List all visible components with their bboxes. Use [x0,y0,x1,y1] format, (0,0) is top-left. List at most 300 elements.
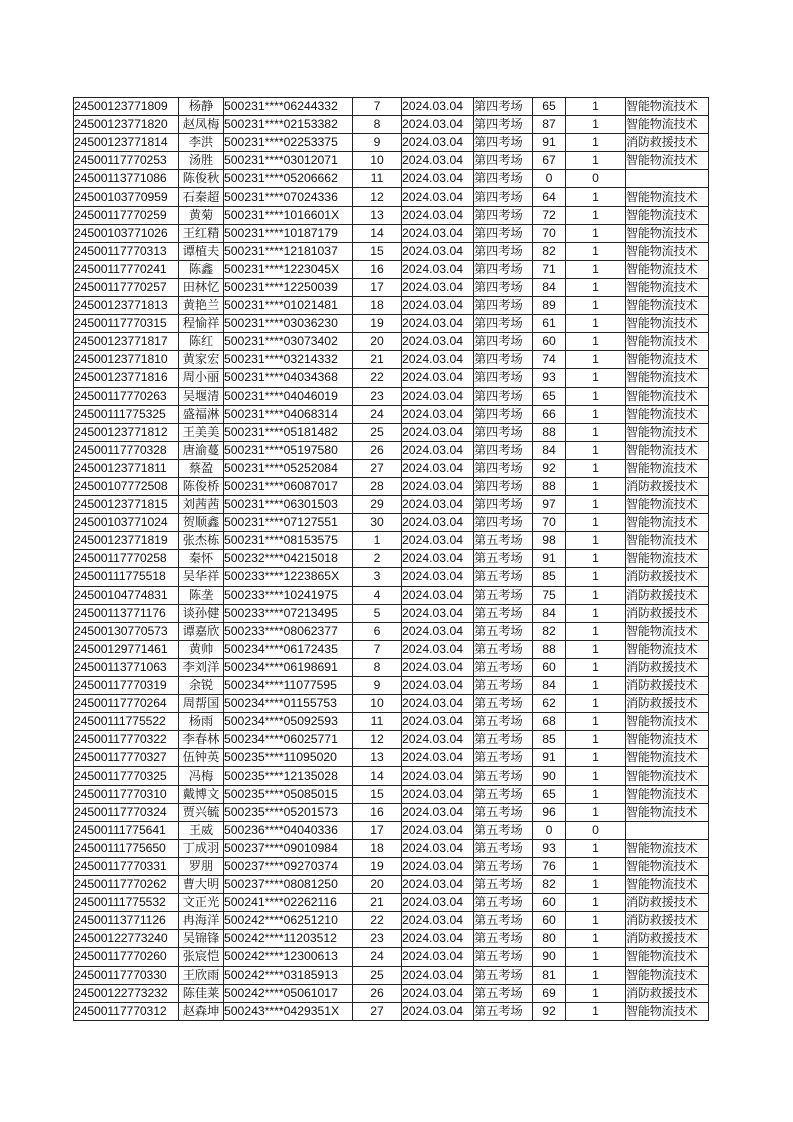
exam-id-cell: 24500123771819 [74,532,179,550]
pass-flag-cell: 1 [566,767,626,785]
seat-number-cell: 26 [353,984,402,1002]
seat-number-cell: 9 [353,677,402,695]
exam-date-cell: 2024.03.04 [402,821,474,839]
exam-date-cell: 2024.03.04 [402,170,474,188]
table-row [74,713,709,731]
pass-flag-cell: 1 [566,423,626,441]
score-cell: 89 [533,297,566,315]
table-row [74,821,709,839]
score-cell: 84 [533,604,566,622]
score-cell: 85 [533,568,566,586]
exam-date-cell: 2024.03.04 [402,532,474,550]
id-card-cell: 500234****06025771 [224,731,353,749]
major-cell: 智能物流技术 [626,441,709,459]
exam-date-cell: 2024.03.04 [402,803,474,821]
exam-room-cell: 第五考场 [474,894,533,912]
exam-room-cell: 第五考场 [474,966,533,984]
pass-flag-cell: 1 [566,278,626,296]
exam-id-cell: 24500122773232 [74,984,179,1002]
major-cell: 智能物流技术 [626,948,709,966]
exam-date-cell: 2024.03.04 [402,242,474,260]
pass-flag-cell: 1 [566,894,626,912]
table-row [74,297,709,315]
major-cell: 智能物流技术 [626,803,709,821]
exam-date-cell: 2024.03.04 [402,496,474,514]
table-row [74,695,709,713]
seat-number-cell: 12 [353,188,402,206]
major-cell: 智能物流技术 [626,876,709,894]
pass-flag-cell: 1 [566,695,626,713]
major-cell: 消防救援技术 [626,894,709,912]
table-row [74,333,709,351]
exam-room-cell: 第五考场 [474,622,533,640]
pass-flag-cell: 1 [566,640,626,658]
name-cell: 汤胜 [179,152,224,170]
exam-date-cell: 2024.03.04 [402,206,474,224]
pass-flag-cell: 1 [566,658,626,676]
table-row [74,224,709,242]
name-cell: 余锐 [179,677,224,695]
major-cell: 消防救援技术 [626,658,709,676]
id-card-cell: 500235****05085015 [224,785,353,803]
exam-room-cell: 第四考场 [474,387,533,405]
exam-id-cell: 24500104774831 [74,586,179,604]
id-card-cell: 500231****12250039 [224,278,353,296]
exam-room-cell: 第四考场 [474,333,533,351]
seat-number-cell: 18 [353,839,402,857]
exam-date-cell: 2024.03.04 [402,731,474,749]
exam-room-cell: 第四考场 [474,134,533,152]
exam-id-cell: 24500123771813 [74,297,179,315]
seat-number-cell: 5 [353,604,402,622]
table-row [74,188,709,206]
name-cell: 冉海洋 [179,912,224,930]
id-card-cell: 500234****06198691 [224,658,353,676]
table-row [74,731,709,749]
score-cell: 67 [533,152,566,170]
score-cell: 65 [533,785,566,803]
major-cell: 消防救援技术 [626,568,709,586]
exam-id-cell: 24500123771814 [74,134,179,152]
pass-flag-cell: 1 [566,459,626,477]
name-cell: 程愉祥 [179,315,224,333]
seat-number-cell: 7 [353,640,402,658]
name-cell: 贾兴毓 [179,803,224,821]
exam-id-cell: 24500117770312 [74,1002,179,1020]
major-cell: 智能物流技术 [626,1002,709,1020]
table-row [74,948,709,966]
name-cell: 冯梅 [179,767,224,785]
id-card-cell: 500231****05181482 [224,423,353,441]
exam-id-cell: 24500117770330 [74,966,179,984]
pass-flag-cell: 1 [566,731,626,749]
id-card-cell: 500231****1016601X [224,206,353,224]
id-card-cell: 500233****07213495 [224,604,353,622]
major-cell [626,170,709,188]
exam-date-cell: 2024.03.04 [402,984,474,1002]
exam-room-cell: 第四考场 [474,514,533,532]
id-card-cell: 500231****1223045X [224,260,353,278]
exam-date-cell: 2024.03.04 [402,550,474,568]
exam-date-cell: 2024.03.04 [402,749,474,767]
table-row [74,242,709,260]
pass-flag-cell: 1 [566,116,626,134]
exam-id-cell: 24500123771815 [74,496,179,514]
exam-room-cell: 第四考场 [474,116,533,134]
score-cell: 91 [533,134,566,152]
seat-number-cell: 30 [353,514,402,532]
id-card-cell: 500237****08081250 [224,876,353,894]
exam-room-cell: 第四考场 [474,98,533,116]
seat-number-cell: 23 [353,930,402,948]
exam-id-cell: 24500117770310 [74,785,179,803]
table-body [74,98,709,1021]
major-cell: 智能物流技术 [626,966,709,984]
pass-flag-cell: 1 [566,260,626,278]
pass-flag-cell: 1 [566,532,626,550]
seat-number-cell: 15 [353,785,402,803]
exam-room-cell: 第五考场 [474,658,533,676]
score-cell: 91 [533,550,566,568]
pass-flag-cell: 1 [566,984,626,1002]
exam-room-cell: 第五考场 [474,677,533,695]
name-cell: 张宸恺 [179,948,224,966]
score-cell: 84 [533,278,566,296]
exam-id-cell: 24500129771461 [74,640,179,658]
exam-date-cell: 2024.03.04 [402,514,474,532]
exam-id-cell: 24500111775522 [74,713,179,731]
seat-number-cell: 18 [353,297,402,315]
exam-room-cell: 第五考场 [474,1002,533,1020]
name-cell: 丁成羽 [179,839,224,857]
exam-date-cell: 2024.03.04 [402,966,474,984]
major-cell: 智能物流技术 [626,532,709,550]
score-cell: 61 [533,315,566,333]
seat-number-cell: 25 [353,966,402,984]
id-card-cell: 500231****02253375 [224,134,353,152]
exam-results-table [73,97,709,1021]
id-card-cell: 500231****06244332 [224,98,353,116]
name-cell: 周小丽 [179,369,224,387]
exam-date-cell: 2024.03.04 [402,948,474,966]
major-cell: 消防救援技术 [626,477,709,495]
exam-id-cell: 24500103771024 [74,514,179,532]
id-card-cell: 500235****11095020 [224,749,353,767]
exam-date-cell: 2024.03.04 [402,930,474,948]
exam-date-cell: 2024.03.04 [402,351,474,369]
id-card-cell: 500231****04034368 [224,369,353,387]
seat-number-cell: 10 [353,152,402,170]
major-cell: 智能物流技术 [626,731,709,749]
table-row [74,315,709,333]
exam-date-cell: 2024.03.04 [402,477,474,495]
id-card-cell: 500231****05206662 [224,170,353,188]
major-cell: 智能物流技术 [626,405,709,423]
major-cell: 智能物流技术 [626,423,709,441]
exam-room-cell: 第五考场 [474,604,533,622]
seat-number-cell: 11 [353,170,402,188]
table-row [74,477,709,495]
pass-flag-cell: 1 [566,912,626,930]
exam-id-cell: 24500111775532 [74,894,179,912]
exam-room-cell: 第四考场 [474,459,533,477]
seat-number-cell: 10 [353,695,402,713]
seat-number-cell: 26 [353,441,402,459]
id-card-cell: 500231****03073402 [224,333,353,351]
table-row [74,152,709,170]
exam-room-cell: 第四考场 [474,260,533,278]
exam-room-cell: 第五考场 [474,767,533,785]
score-cell: 62 [533,695,566,713]
pass-flag-cell: 1 [566,857,626,875]
seat-number-cell: 2 [353,550,402,568]
name-cell: 秦怀 [179,550,224,568]
exam-room-cell: 第五考场 [474,532,533,550]
seat-number-cell: 27 [353,1002,402,1020]
name-cell: 戴博文 [179,785,224,803]
seat-number-cell: 25 [353,423,402,441]
exam-id-cell: 24500111775650 [74,839,179,857]
table-row [74,423,709,441]
major-cell: 智能物流技术 [626,152,709,170]
exam-date-cell: 2024.03.04 [402,839,474,857]
exam-id-cell: 24500117770241 [74,260,179,278]
exam-id-cell: 24500117770263 [74,387,179,405]
pass-flag-cell: 1 [566,206,626,224]
seat-number-cell: 11 [353,713,402,731]
id-card-cell: 500233****08062377 [224,622,353,640]
exam-room-cell: 第五考场 [474,930,533,948]
exam-date-cell: 2024.03.04 [402,152,474,170]
name-cell: 黄艳兰 [179,297,224,315]
exam-id-cell: 24500117770257 [74,278,179,296]
id-card-cell: 500231****01021481 [224,297,353,315]
score-cell: 66 [533,405,566,423]
major-cell: 智能物流技术 [626,98,709,116]
id-card-cell: 500231****04068314 [224,405,353,423]
exam-date-cell: 2024.03.04 [402,260,474,278]
exam-id-cell: 24500117770315 [74,315,179,333]
id-card-cell: 500242****06251210 [224,912,353,930]
id-card-cell: 500231****10187179 [224,224,353,242]
exam-room-cell: 第五考场 [474,948,533,966]
seat-number-cell: 17 [353,821,402,839]
exam-id-cell: 24500113771176 [74,604,179,622]
table-row [74,767,709,785]
pass-flag-cell: 1 [566,586,626,604]
name-cell: 吴华祥 [179,568,224,586]
id-card-cell: 500231****12181037 [224,242,353,260]
score-cell: 88 [533,477,566,495]
exam-id-cell: 24500117770253 [74,152,179,170]
exam-room-cell: 第四考场 [474,170,533,188]
exam-date-cell: 2024.03.04 [402,116,474,134]
exam-id-cell: 24500117770260 [74,948,179,966]
exam-date-cell: 2024.03.04 [402,387,474,405]
seat-number-cell: 22 [353,369,402,387]
score-cell: 97 [533,496,566,514]
pass-flag-cell: 1 [566,966,626,984]
id-card-cell: 500237****09270374 [224,857,353,875]
table-row [74,351,709,369]
id-card-cell: 500231****08153575 [224,532,353,550]
name-cell: 陈佳莱 [179,984,224,1002]
table-row [74,677,709,695]
exam-date-cell: 2024.03.04 [402,315,474,333]
seat-number-cell: 20 [353,876,402,894]
id-card-cell: 500231****07127551 [224,514,353,532]
seat-number-cell: 8 [353,116,402,134]
exam-date-cell: 2024.03.04 [402,1002,474,1020]
major-cell: 消防救援技术 [626,677,709,695]
id-card-cell: 500242****12300613 [224,948,353,966]
id-card-cell: 500231****07024336 [224,188,353,206]
exam-id-cell: 24500117770331 [74,857,179,875]
major-cell: 智能物流技术 [626,351,709,369]
table-row [74,586,709,604]
pass-flag-cell: 1 [566,315,626,333]
name-cell: 陈俊桥 [179,477,224,495]
exam-id-cell: 24500123771811 [74,459,179,477]
table-row [74,857,709,875]
seat-number-cell: 16 [353,803,402,821]
exam-id-cell: 24500117770325 [74,767,179,785]
table-row [74,640,709,658]
table-row [74,984,709,1002]
exam-date-cell: 2024.03.04 [402,586,474,604]
seat-number-cell: 13 [353,749,402,767]
exam-date-cell: 2024.03.04 [402,894,474,912]
score-cell: 98 [533,532,566,550]
name-cell: 谭植夫 [179,242,224,260]
score-cell: 68 [533,713,566,731]
exam-date-cell: 2024.03.04 [402,677,474,695]
name-cell: 刘茜茜 [179,496,224,514]
score-cell: 70 [533,514,566,532]
table-row [74,912,709,930]
table-row [74,441,709,459]
exam-date-cell: 2024.03.04 [402,876,474,894]
pass-flag-cell: 1 [566,369,626,387]
exam-date-cell: 2024.03.04 [402,405,474,423]
name-cell: 王美美 [179,423,224,441]
name-cell: 陈鑫 [179,260,224,278]
exam-id-cell: 24500123771809 [74,98,179,116]
pass-flag-cell: 1 [566,333,626,351]
major-cell: 消防救援技术 [626,695,709,713]
exam-date-cell: 2024.03.04 [402,188,474,206]
major-cell: 智能物流技术 [626,514,709,532]
pass-flag-cell: 1 [566,242,626,260]
exam-room-cell: 第五考场 [474,984,533,1002]
seat-number-cell: 20 [353,333,402,351]
major-cell: 智能物流技术 [626,622,709,640]
exam-id-cell: 24500111775325 [74,405,179,423]
exam-id-cell: 24500117770328 [74,441,179,459]
pass-flag-cell: 1 [566,1002,626,1020]
score-cell: 74 [533,351,566,369]
score-cell: 0 [533,821,566,839]
score-cell: 92 [533,459,566,477]
id-card-cell: 500242****05061017 [224,984,353,1002]
exam-room-cell: 第四考场 [474,351,533,369]
seat-number-cell: 27 [353,459,402,477]
major-cell: 智能物流技术 [626,640,709,658]
score-cell: 72 [533,206,566,224]
major-cell: 消防救援技术 [626,134,709,152]
major-cell: 智能物流技术 [626,496,709,514]
exam-date-cell: 2024.03.04 [402,441,474,459]
exam-id-cell: 24500117770259 [74,206,179,224]
name-cell: 黄帅 [179,640,224,658]
score-cell: 82 [533,622,566,640]
pass-flag-cell: 1 [566,568,626,586]
table-row [74,278,709,296]
exam-room-cell: 第四考场 [474,496,533,514]
score-cell: 60 [533,333,566,351]
exam-id-cell: 24500113771063 [74,658,179,676]
major-cell [626,821,709,839]
score-cell: 76 [533,857,566,875]
pass-flag-cell: 1 [566,749,626,767]
exam-room-cell: 第五考场 [474,821,533,839]
exam-date-cell: 2024.03.04 [402,568,474,586]
table-row [74,532,709,550]
seat-number-cell: 13 [353,206,402,224]
exam-date-cell: 2024.03.04 [402,658,474,676]
exam-date-cell: 2024.03.04 [402,333,474,351]
id-card-cell: 500231****03012071 [224,152,353,170]
exam-id-cell: 24500111775518 [74,568,179,586]
major-cell: 智能物流技术 [626,839,709,857]
exam-id-cell: 24500123771820 [74,116,179,134]
table-row [74,170,709,188]
exam-id-cell: 24500107772508 [74,477,179,495]
exam-id-cell: 24500117770258 [74,550,179,568]
exam-room-cell: 第四考场 [474,278,533,296]
exam-id-cell: 24500111775641 [74,821,179,839]
major-cell: 智能物流技术 [626,116,709,134]
table-row [74,550,709,568]
exam-room-cell: 第五考场 [474,640,533,658]
seat-number-cell: 3 [353,568,402,586]
id-card-cell: 500233****1223865X [224,568,353,586]
exam-date-cell: 2024.03.04 [402,459,474,477]
name-cell: 赵凤梅 [179,116,224,134]
seat-number-cell: 17 [353,278,402,296]
exam-room-cell: 第五考场 [474,857,533,875]
table-row [74,459,709,477]
score-cell: 84 [533,441,566,459]
seat-number-cell: 6 [353,622,402,640]
pass-flag-cell: 1 [566,930,626,948]
name-cell: 盛福淋 [179,405,224,423]
major-cell: 智能物流技术 [626,713,709,731]
id-card-cell: 500232****04215018 [224,550,353,568]
name-cell: 李春林 [179,731,224,749]
table-row [74,206,709,224]
pass-flag-cell: 1 [566,713,626,731]
score-cell: 64 [533,188,566,206]
name-cell: 周帮国 [179,695,224,713]
table-row [74,116,709,134]
seat-number-cell: 4 [353,586,402,604]
pass-flag-cell: 1 [566,948,626,966]
major-cell: 智能物流技术 [626,206,709,224]
id-card-cell: 500235****12135028 [224,767,353,785]
exam-date-cell: 2024.03.04 [402,369,474,387]
exam-room-cell: 第五考场 [474,803,533,821]
